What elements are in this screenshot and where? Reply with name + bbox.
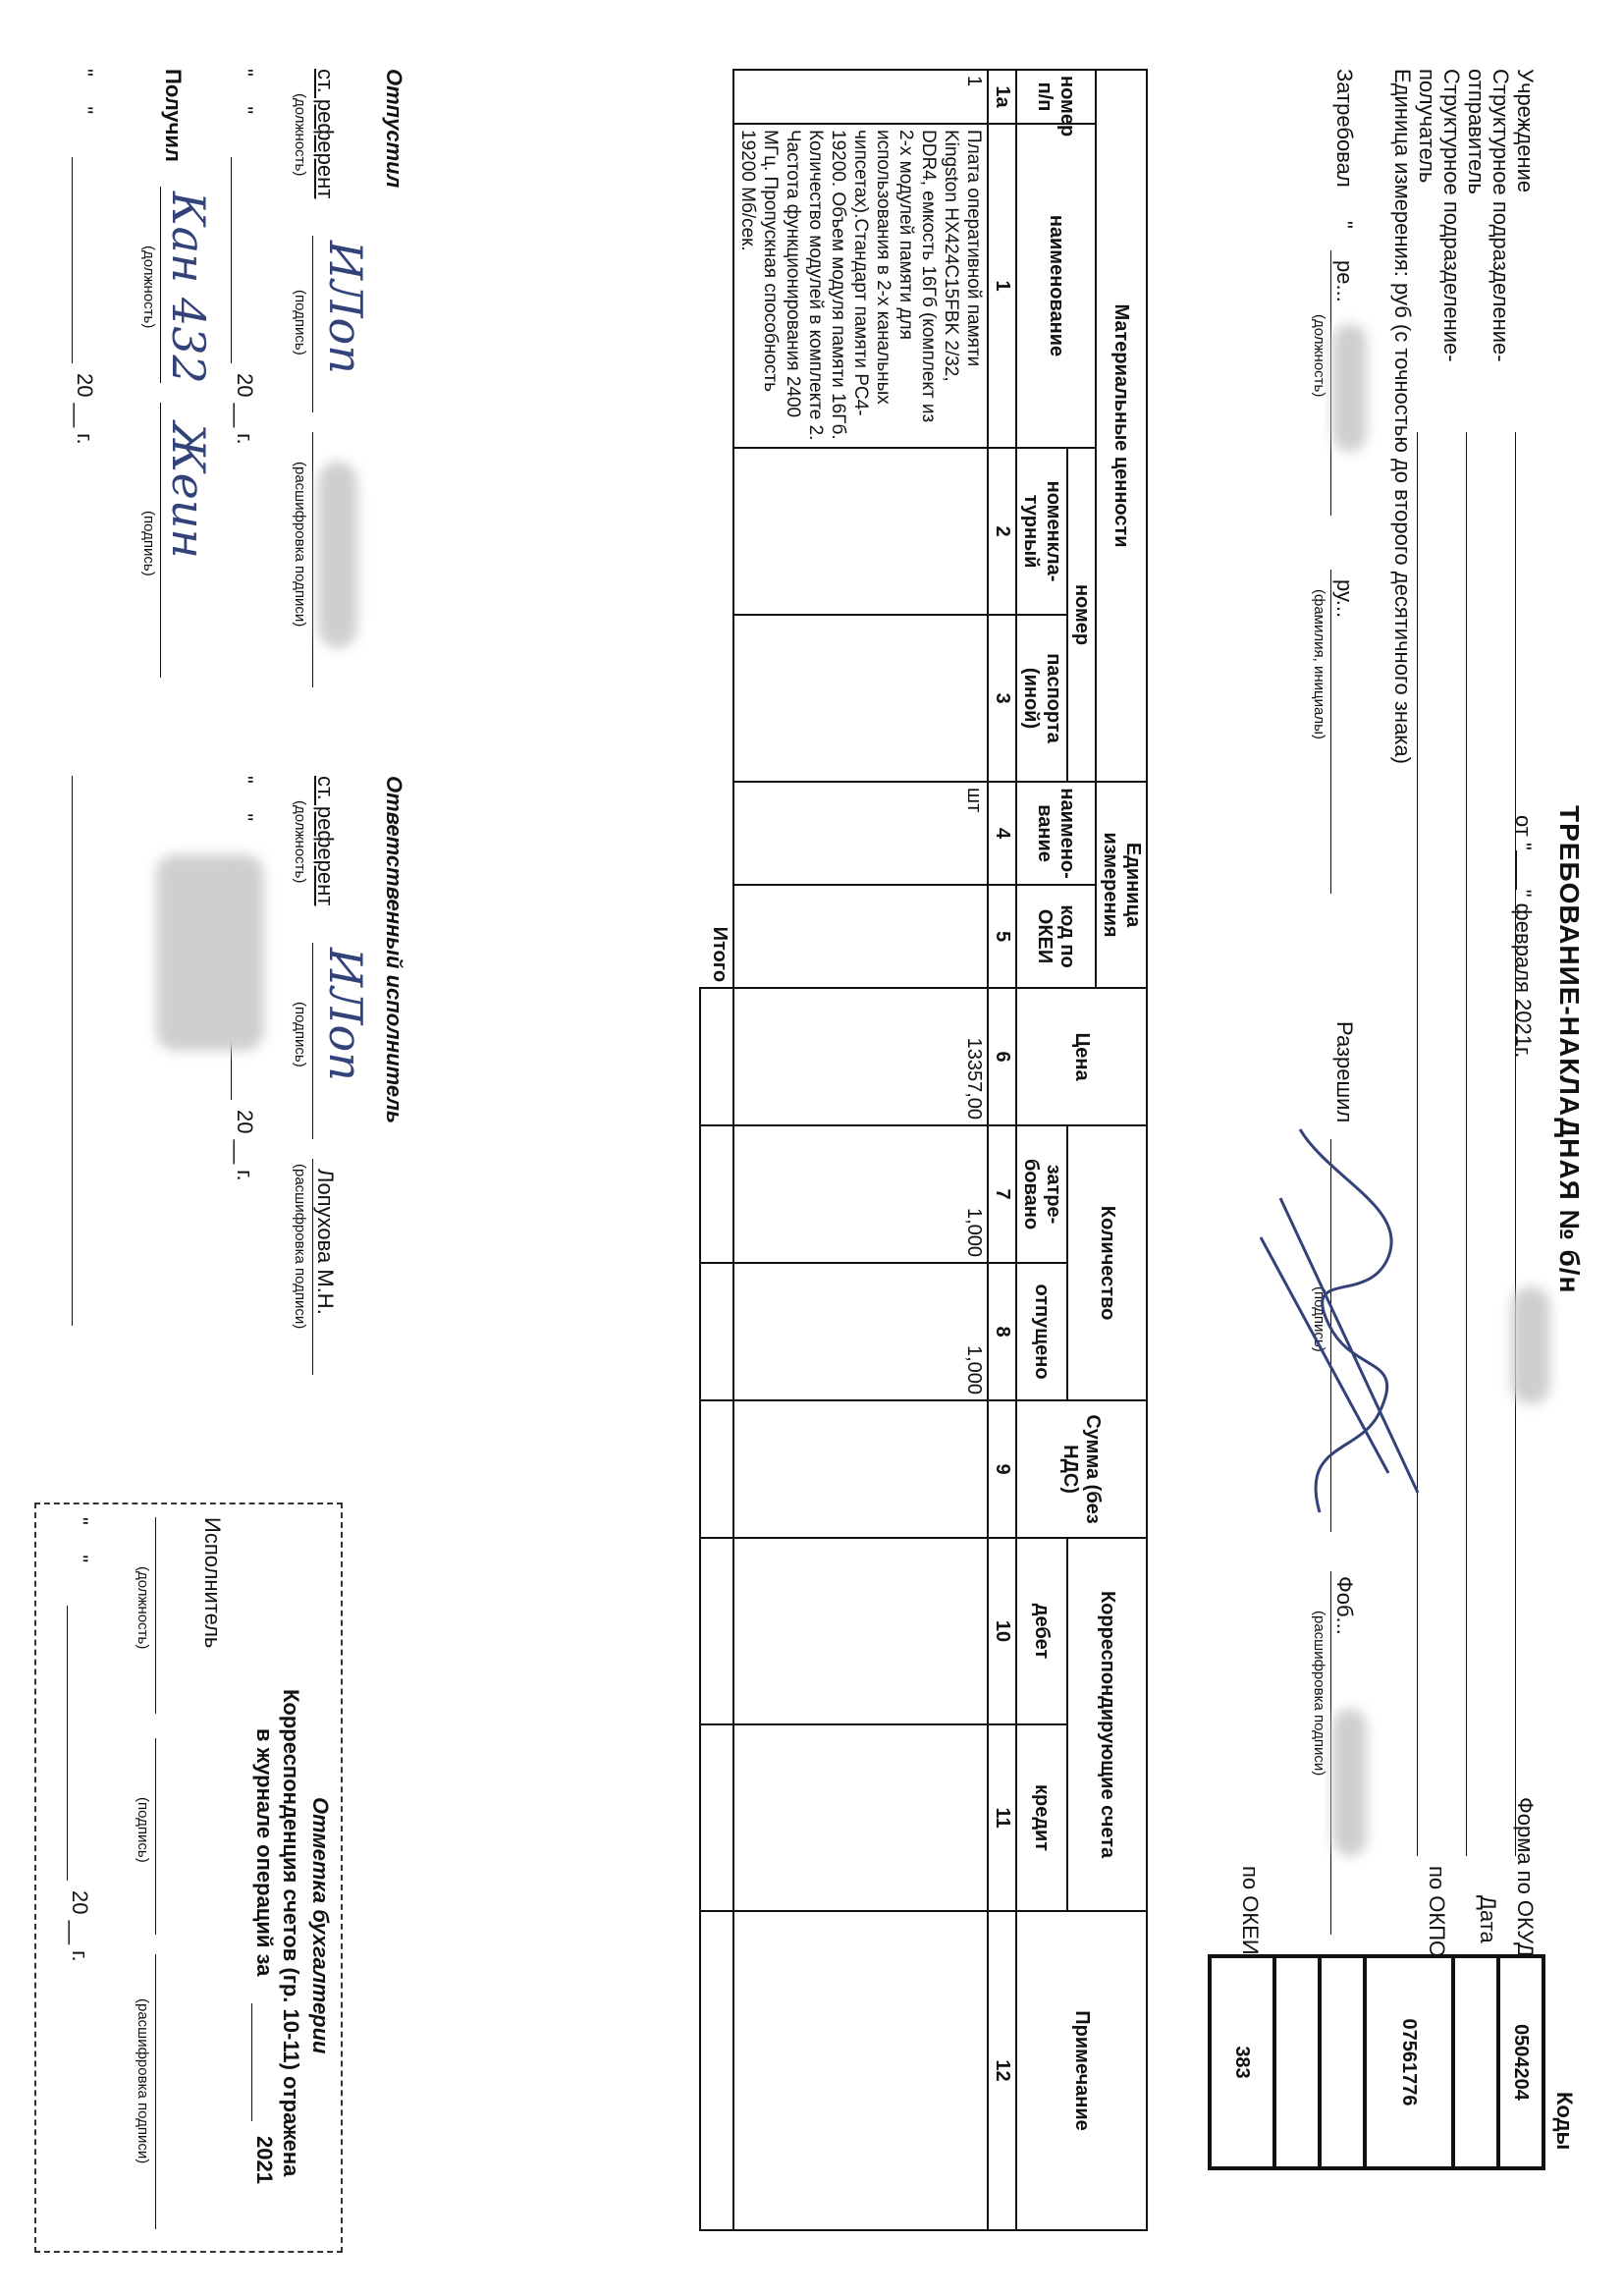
okpo-value: 07561776 [1365,1956,1453,2168]
row-released: 1,000 [733,1263,988,1400]
received-date: " " [73,69,97,115]
total-row [700,70,733,2230]
responsible-signature: ИЛоп [319,948,372,1081]
requested-position-line [1330,250,1331,516]
okpo-label: по ОКПО [1425,1866,1449,1958]
redaction-blur [1332,324,1367,452]
col-note: Примечание [1016,1911,1147,2230]
requested-label: Затребовал [1332,69,1357,188]
received-date-line [72,157,73,363]
received-label: Получил [161,69,186,162]
total-label: Итого [700,70,733,988]
accounting-position-caption: (должность) [135,1566,151,1650]
total-debit [700,1538,733,1724]
permitted-signature-caption: (подпись) [1311,1286,1327,1352]
received-year: 20 __ г. [73,373,97,445]
total-price [700,988,733,1125]
col-nomenclature: номенкла-турный [1016,448,1067,615]
requested-name-caption: (фамилия, инициалы) [1311,589,1327,739]
row-note [733,1911,988,2230]
col-unit-code: код по ОКЕИ [1016,885,1096,988]
permitted-signature-scribble [1241,1120,1447,1542]
responsible-date: " " [233,776,257,822]
received-position-handwritten: Кан 432 [162,191,215,384]
accounting-signature-line [155,1738,156,1935]
index-row: 1а 1 2 3 4 5 6 7 8 9 10 11 12 [988,70,1016,2230]
released-date-line [231,157,232,363]
row-unit-name: шт [733,782,988,885]
responsible-position-caption: (должность) [292,800,308,884]
receiver-dept-label-2: получатель [1415,69,1439,184]
released-decoding-line [312,432,313,687]
redaction-blur [1511,1286,1550,1404]
col-requested: затре-бовано [1016,1125,1067,1263]
requested-position-caption: (должность) [1311,314,1327,398]
responsible-name: Лопухова М.Н. [313,1169,338,1315]
permitted-label: Разрешил [1332,1021,1357,1123]
redaction-blur [156,854,264,1051]
accounting-title: Отметка бухгалтерии [308,1797,333,2054]
row-name: Плата оперативной памяти Kingston HX424C15FBK 2/32, DDR4, емкость 16Гб (комплект из 2-х модулей памяти для использования в 2-х канальных чипсетах).Стандарт памяти PC4-19200. Объем модуля памяти 16Гб. Количество модулей в комплекте 2. Частота функционирования 2400 МГц. Пропускная способность 19200 Мб/сек. [733,124,988,448]
sender-dept-label-1: Структурное подразделение- [1489,69,1513,362]
row-nomenclature [733,448,988,615]
responsible-decoding-caption: (расшифровка подписи) [292,1164,308,1330]
group-unit: Единица измерения [1096,782,1147,988]
released-label: Отпустил [382,69,406,189]
group-quantity: Количество [1067,1125,1147,1400]
sender-line [1466,432,1467,1856]
accounting-date-line [67,1606,68,1881]
permitted-decoding-line [1330,1571,1331,1935]
received-signature: Жеин [162,422,215,559]
released-date: " " [233,69,257,115]
received-signature-line [160,403,161,678]
row-passport [733,615,988,782]
requested-name: ру... [1332,579,1357,619]
col-price: Цена [1016,988,1147,1125]
permitted-decoding-caption: (расшифровка подписи) [1311,1611,1327,1777]
redaction-blur [318,462,357,648]
accounting-signature-caption: (подпись) [135,1797,151,1863]
responsible-label: Ответственный исполнитель [382,776,406,1124]
responsible-year: 20 __ г. [233,1110,257,1181]
date-code-label: Дата [1476,1895,1500,1943]
released-signature: ИЛоп [319,241,372,374]
responsible-decoding-line [312,1159,313,1375]
requested-name-line [1330,570,1331,894]
requested-position: ре... [1332,260,1357,302]
col-passport: паспорта (иной) [1016,615,1067,782]
total-credit [700,1724,733,1911]
total-sum [700,1400,733,1538]
total-note [700,1911,733,2230]
okud-label: Форма по ОКУД [1513,1797,1538,1957]
col-sum: Сумма (без НДС) [1016,1400,1147,1538]
accounting-line2: в журнале операций за [252,1728,277,1977]
okud-value: 0504204 [1498,1956,1543,2168]
accounting-line1: Корреспонденция счетов (гр. 10-11) отражена [279,1689,303,2177]
document-date: от "" февраля 2021г. [1511,815,1536,1059]
responsible-position: ст. референт [313,776,338,906]
col-unit-name: наимено-вание [1016,782,1096,885]
released-signature-line [312,236,313,412]
col-released: отпущено [1016,1263,1067,1400]
row-sum [733,1400,988,1538]
received-position-line [160,187,161,383]
col-credit: кредит [1016,1724,1067,1911]
responsible-signature-caption: (подпись) [292,1002,308,1067]
redaction-blur [1332,1709,1367,1856]
row-num: 1 [733,70,988,124]
row-debit [733,1538,988,1724]
group-accounts: Корреспондирующие счета [1067,1538,1147,1911]
codes-heading: Коды [1552,2092,1577,2151]
codes-table [1208,1954,1545,2170]
accounting-decoding-line [155,1954,156,2229]
responsible-signature-line [312,943,313,1139]
accounting-year: 2021 [252,2136,277,2184]
row-unit-code [733,885,988,988]
okei-label: по ОКЕИ [1238,1866,1263,1955]
received-signature-caption: (подпись) [140,511,157,576]
accounting-year-suffix: 20 __ г. [68,1890,92,1962]
accounting-period-line [251,2003,252,2121]
released-decoding-caption: (расшифровка подписи) [292,462,308,628]
sender-dept-label-2: отправитель [1464,69,1489,194]
unit-of-measure: Единица измерения: руб (с точностью до второго десятичного знака) [1390,69,1415,764]
institution-line [1515,432,1516,1856]
accounting-position-line [155,1517,156,1714]
institution-label: Учреждение [1513,69,1538,193]
total-requested [700,1125,733,1263]
document-sheet: ТРЕБОВАНИЕ-НАКЛАДНАЯ № б/н от "" февраля 2021г. Коды Форма по ОКУД Дата по ОКПО по ОКЕИ 0504204 07561776 383 Учреждение Структурное подразделение- отправитель Структурное подразделение- получатель Единица измерения: руб (с точностью до второго десятичного знака) Затребовал " ре... (должность) ру... (фамилия, инициалы) Разрешил (подпись) Фоб... (расшифровка подписи) Материальные ценности Единица измерения Цена Количество Сумма (без НДС) Корреспондирующие счета Примечание номер п/п наименование номер наимено-вание код по ОКЕИ номенкла-турный паспорта (иной) затре-бовано отпущено дебет кредит 1а 1 2 3 4 5 6 7 8 9 10 11 12 1 Плата оперативной памяти Kingston HX424C15FBK 2/32, DDR4, емкость 16Гб (комплект из 2-х модулей памяти для использования в 2-х канальных чипсетах).Стандарт памяти PC4-19200. Объем модуля памяти 16Гб. Количество модулей в комплекте 2. Частота функционирования 2400 МГц. Пропускная способность 19200 Мб/сек. шт 13357,00 1,000 1,000 Итого Отпустил ст. референт (должность) (подпись) (расшифровка подписи) ИЛоп " " 20 __ г. Получил (должность) Кан 432 (подпись) Жеин " " 20 __ г. Ответственный исполнитель ст. референт (должность) (подпись) ИЛоп Лопухова М.Н. (расшифровка подписи) " " 20 __ г. Отметка бухгалтерии Корреспонденция счетов (гр. 10-11) отражена в журнале операций за 2021 Исполнитель (должность) (подпись) (расшифровка подписи) " " 20 __ г. [0,0,1624,2296]
permitted-decoding: Фоб... [1332,1576,1357,1635]
received-position-caption: (должность) [140,246,157,329]
items-table [699,69,1148,2231]
group-material: Материальные ценности [1096,70,1147,782]
row-credit [733,1724,988,1911]
document-title: ТРЕБОВАНИЕ-НАКЛАДНАЯ № б/н [1554,805,1585,1294]
date-value [1453,1956,1498,2168]
accounting-executor: Исполнитель [200,1517,225,1649]
table-row [733,70,988,2230]
col-debit: дебет [1016,1538,1067,1724]
accounting-decoding-caption: (расшифровка подписи) [135,1998,151,2164]
receiver-dept-label-1: Структурное подразделение- [1439,69,1464,362]
released-signature-caption: (подпись) [292,290,308,355]
accounting-date: " " [68,1517,92,1563]
total-released [700,1263,733,1400]
released-position: ст. референт [313,69,338,199]
responsible-extra-line [72,776,73,1326]
group-number: номер [1067,448,1096,782]
col-name: наименование [1016,124,1096,448]
row-requested: 1,000 [733,1125,988,1263]
codes-empty-1 [1320,1956,1365,2168]
col-num: номер п/п [1016,70,1096,124]
released-position-caption: (должность) [292,93,308,177]
row-price: 13357,00 [733,988,988,1125]
okei-value: 383 [1210,1956,1274,2168]
released-year: 20 __ г. [233,373,257,445]
codes-empty-2 [1274,1956,1320,2168]
